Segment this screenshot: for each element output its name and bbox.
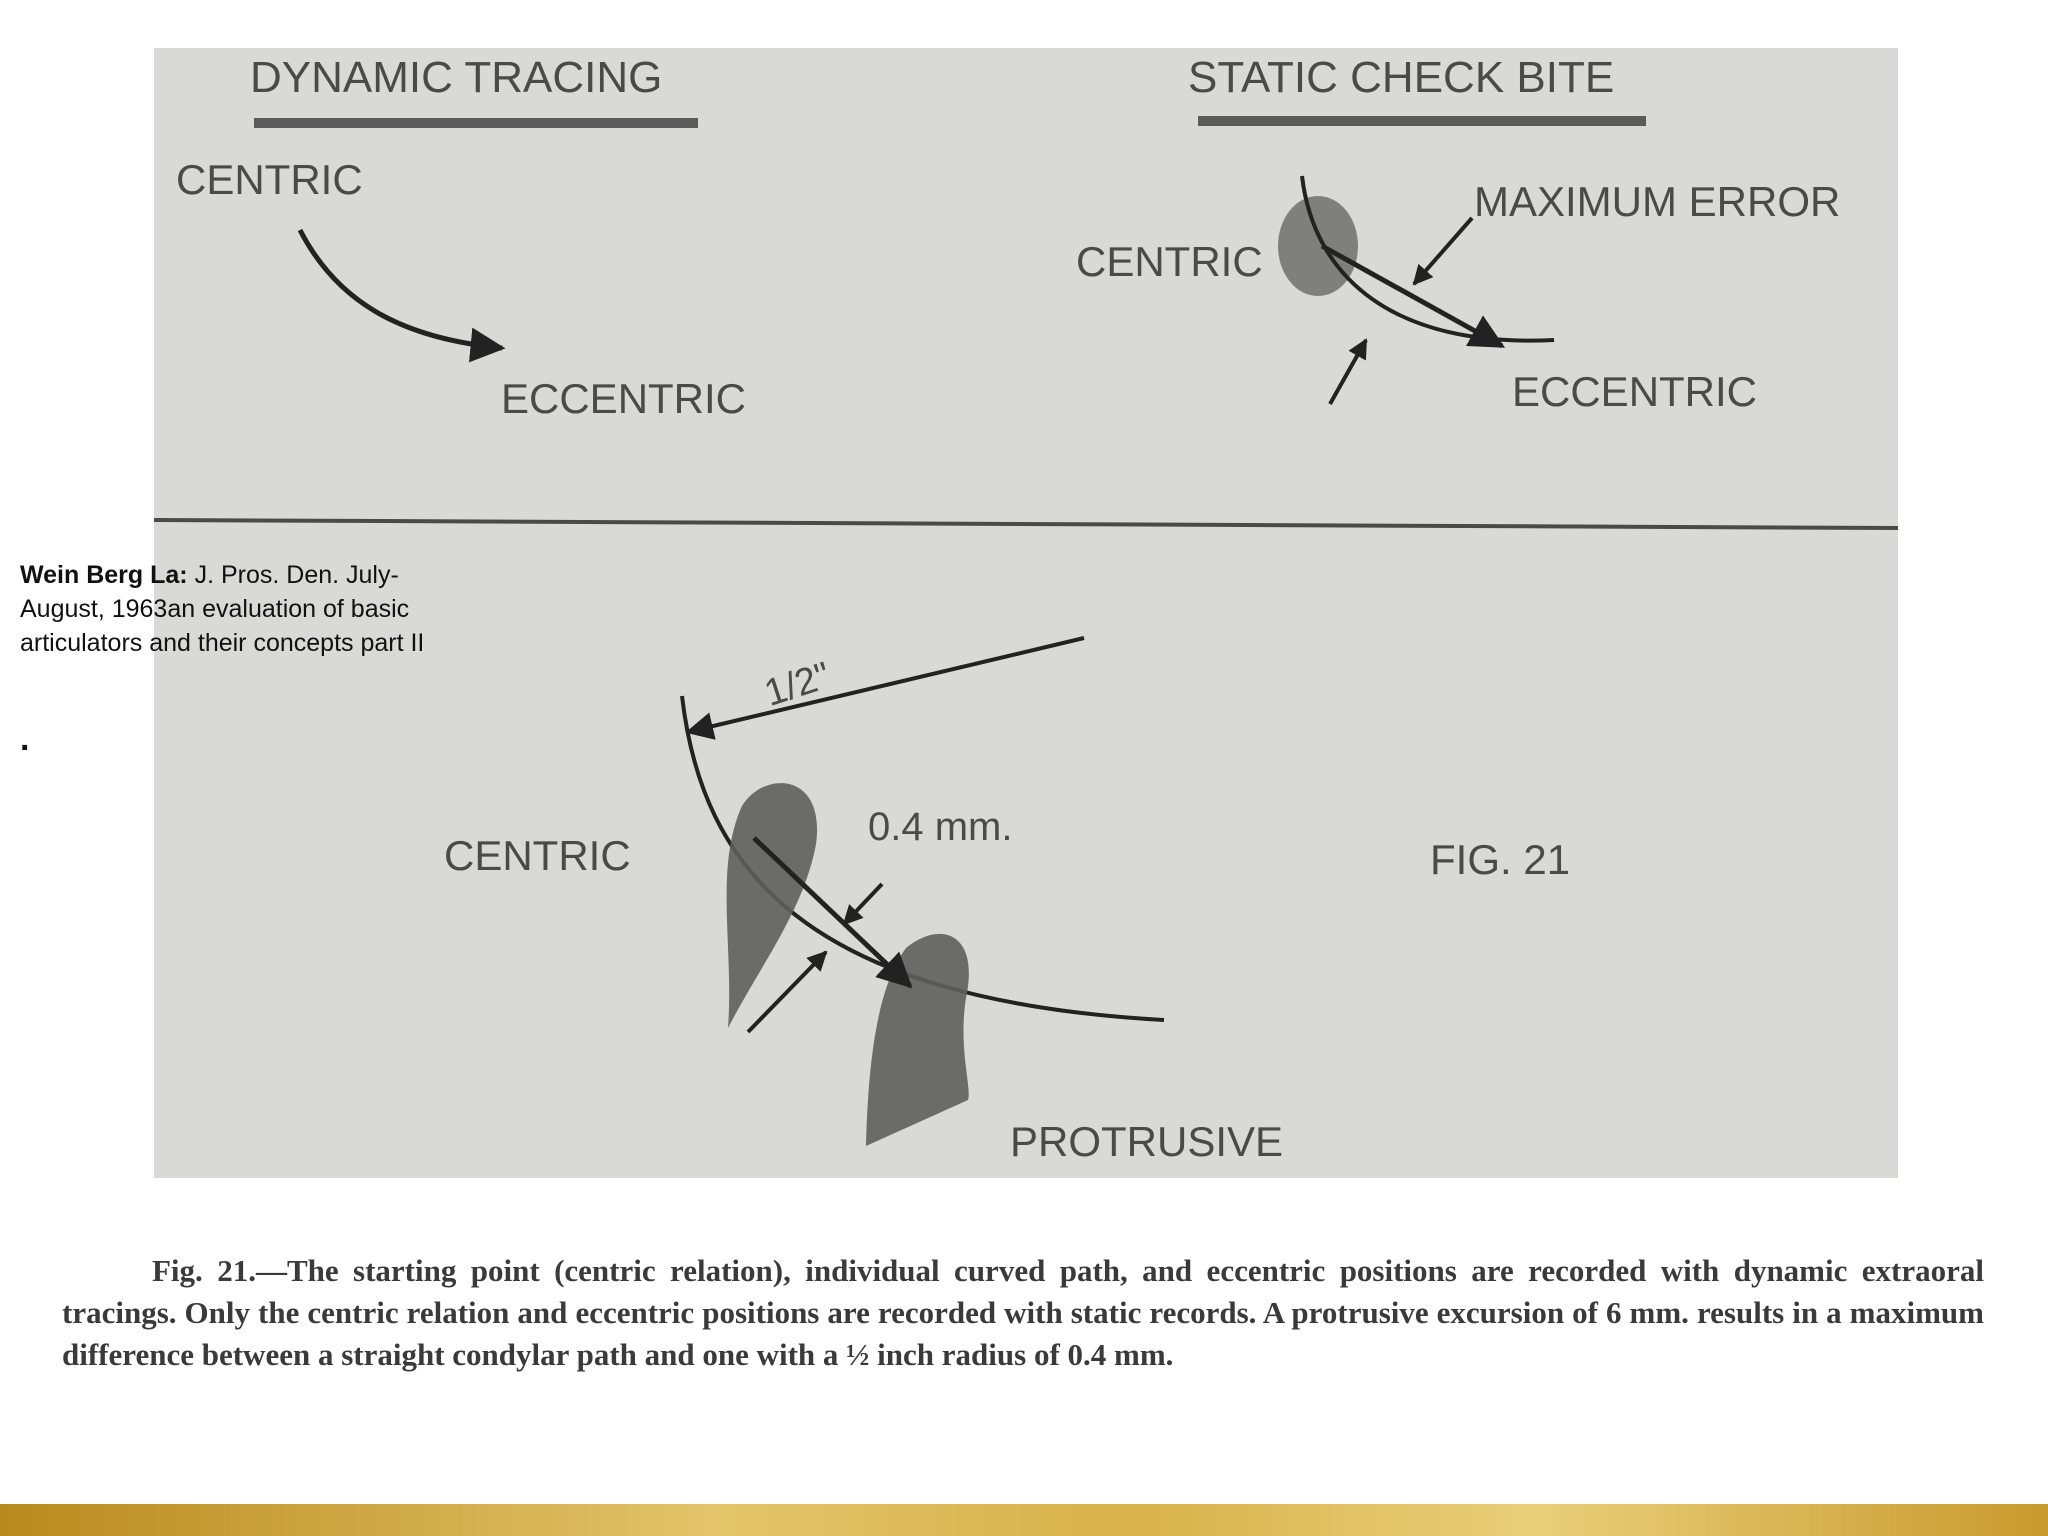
dynamic-tracing-panel	[176, 53, 746, 422]
static-straight-path-arrow	[1322, 246, 1502, 346]
panel-divider	[154, 520, 1898, 528]
static-check-bite-panel	[1076, 53, 1840, 415]
dynamic-path-arrow	[300, 230, 502, 348]
dynamic-tracing-heading: DYNAMIC TRACING	[250, 53, 663, 102]
dynamic-centric-label: CENTRIC	[176, 156, 363, 203]
static-check-bite-heading: STATIC CHECK BITE	[1188, 53, 1615, 102]
centric-condyle-mark	[1278, 196, 1358, 296]
static-centric-label: CENTRIC	[1076, 238, 1263, 285]
bottom-centric-label: CENTRIC	[444, 832, 631, 879]
static-eccentric-label: ECCENTRIC	[1512, 368, 1758, 415]
radius-arrow	[688, 638, 1084, 732]
citation-author: Wein Berg La:	[20, 561, 188, 589]
fig-21-label: FIG. 21	[1430, 836, 1571, 883]
citation-reference: J. Pros. Den. July-August, 1963an evaluation of basic articulators and their concepts part II	[20, 561, 425, 657]
dynamic-heading-underline	[254, 118, 698, 128]
figure-caption: Fig. 21.—The starting point (centric relation), individual curved path, and eccentric positions are recorded with dynamic extraoral tracings. Only the centric relation and eccentric positions are recorded with static records. A protrusive excursion of 6 mm. results in a maximum difference between a straight condylar path and one with a ½ inch radius of 0.4 mm.	[62, 1253, 1984, 1372]
footer-gold-bar	[0, 1504, 2048, 1536]
centric-condyle-shape	[727, 783, 817, 1028]
static-heading-underline	[1198, 116, 1646, 126]
max-error-arrow-lower	[1330, 340, 1366, 404]
dynamic-eccentric-label: ECCENTRIC	[501, 375, 747, 422]
maximum-error-label: MAXIMUM ERROR	[1474, 178, 1841, 225]
protrusive-label: PROTRUSIVE	[1010, 1118, 1284, 1165]
distance-label: 0.4 mm.	[868, 805, 1013, 849]
bullet-mark: .	[20, 720, 30, 758]
citation-text	[20, 558, 430, 660]
protrusive-detail-panel	[444, 638, 1570, 1165]
distance-arrow-upper	[844, 884, 882, 924]
max-error-arrow-upper	[1414, 218, 1472, 284]
radius-label: 1/2"	[759, 654, 836, 715]
